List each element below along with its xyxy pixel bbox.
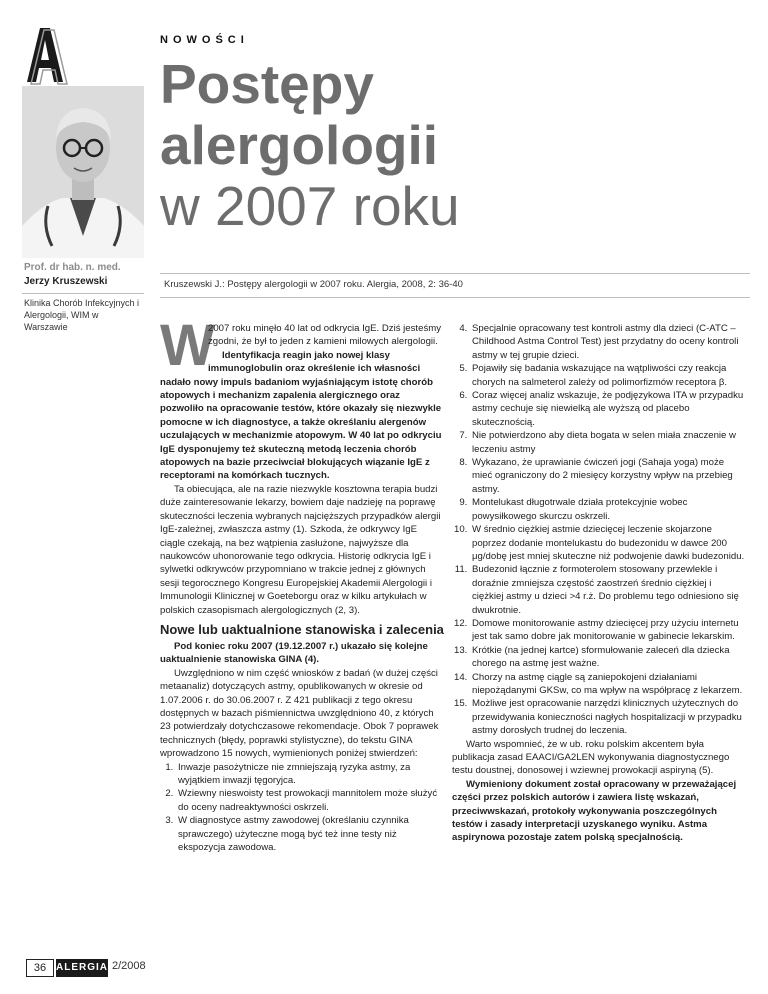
drop-cap: W <box>160 313 215 378</box>
author-name: Jerzy Kruszewski <box>24 276 108 287</box>
after-list-paragraph: Warto wspomnieć, że w ub. roku polskim akcentem była publikacja zasad EAACI/GA2LEN wykonywania diagnostycznego testu doustnej, donosowej i wziewnej prowokacji aspiryną (5). <box>452 738 730 777</box>
intro-first-paragraph: 2007 roku minęło 40 lat od odkrycia IgE. Dziś jesteśmy zgodni, że był to jeden z kamieni milowych alergologii. <box>208 323 442 348</box>
gina-list-left <box>160 761 444 855</box>
section-left-column <box>160 640 444 855</box>
journal-logo <box>22 22 68 88</box>
list-item: 3. W diagnostyce astmy zawodowej (określaniu czynnika sprawczego) użyteczne mogą być też inne testy niż ekspozycja zawodowa. <box>176 814 444 854</box>
list-item: 5. Pojawiły się badania wskazujące na wątpliwości czy reakcja chorych na salmeterol zależy od polimorfizmów receptora β. <box>470 362 745 389</box>
list-item: 8. Wykazano, że uprawianie ćwiczeń jogi (Sahaja yoga) może mieć ograniczony do 2 miesięcy korzystny wpływ na przebieg astmy. <box>470 456 745 496</box>
list-item: 4. Specjalnie opracowany test kontroli astmy dla dzieci (C-ATC – Childhood Astma Control Test) jest przydatny do oceny kontroli astmy w tej grupie dzieci. <box>470 322 745 362</box>
journal-name: ALERGIA <box>56 959 108 977</box>
section-lead-paragraph: Pod koniec roku 2007 (19.12.2007 r.) ukazało się kolejne uaktualnienie stanowiska GINA (4). <box>160 641 428 666</box>
closing-paragraph: Wymieniony dokument został opracowany w przeważającej części przez polskich autorów i zawiera listę wskazań, przeciwwskazań, protokoły wykonywania poszczególnych testów i zasady interpretacji uzyskanego wyniku. Astma aspirynowa pozostaje zatem polską specjalnością. <box>452 778 737 844</box>
section-heading: Nowe lub uaktualnione stanowiska i zalecenia <box>160 622 444 637</box>
list-item: 9. Montelukast długotrwale działa protekcyjnie wobec powysiłkowego skurczu oskrzeli. <box>470 496 745 523</box>
intro-lead-paragraph: Identyfikacja reagin jako nowej klasy immunoglobulin oraz określenie ich własności nadało nowy impuls badaniom wyjaśniającym istotę chorób atopowych i mechanizm zapalenia alergicznego oraz pozwoliło na opracowanie testów, które okazały się niezwykle pomocne w ich diagnostyce, a także określaniu alergenów uczulających w mechanizmie atopowym. W 40 lat po odkryciu IgE dysponujemy też skuteczną metodą leczenia chorób atopowych na bazie przeciwciał blokujących wiązanie IgE z receptorami na komórkach tucznych. <box>160 349 442 482</box>
list-item: 7. Nie potwierdzono aby dieta bogata w selen miała znaczenie w leczeniu astmy <box>470 429 745 456</box>
list-item: 2. Wziewny nieswoisty test prowokacji mannitolem może służyć do oceny nadreaktywności oskrzeli. <box>176 787 444 814</box>
list-item: 15. Możliwe jest opracowanie narzędzi klinicznych użytecznych do przewidywania konieczności nagłych hospitalizacji w przypadku astmy dorosłych trudnej do leczenia. <box>470 697 745 737</box>
title-line-2: alergologii <box>160 114 439 176</box>
divider <box>160 273 750 274</box>
list-item: 1. Inwazje pasożytnicze nie zmniejszają ryzyka astmy, za wyjątkiem inwazji tęgoryjca. <box>176 761 444 788</box>
list-item: 10. W średnio ciężkiej astmie dziecięcej leczenie skojarzone poprzez dodanie montelukastu do budezonidu w dawce 200 μg/dobę jest mniej skuteczne niż podwojenie dawki budezonidu. <box>470 523 745 563</box>
intro-body-paragraph: Ta obiecująca, ale na razie niezwykle kosztowna terapia budzi duże zainteresowanie lekarzy, bowiem daje nadzieję na poprawę skuteczności leczenia wybranych najcięższych przypadków alergii IgE-zależnej, zwłaszcza astmy (1). Szkoda, że odkrywcy IgE ciągle czekają, na bez wątpienia zasłużone, najwyższe dla naukowców uhonorowanie tego odkrycia. Historię odkrycia IgE i sylwetki odkrywców przypomniano w trakcie jednej z głównych sesji tegorocznego Kongresu Europejskiej Akademii Alergologii i Immunologii Klinicznej w Goeteborgu oraz w kilku artykułach w polskich czasopismach alergologicznych (2, 3). <box>160 483 441 616</box>
divider <box>22 293 144 294</box>
issue-number: 2/2008 <box>112 960 146 972</box>
author-affiliation: Klinika Chorób Infekcyjnych i Alergologii, WIM w Warszawie <box>24 298 140 332</box>
author-photo <box>22 86 144 258</box>
right-column <box>452 322 745 845</box>
gina-list-right <box>452 322 745 738</box>
article-title <box>160 54 580 237</box>
section-body-paragraph: Uwzględniono w nim część wniosków z badań (w dużej części metaanaliz) dotyczących astmy, opublikowanych w okresie od 1.07.2006 r. do 30.06.2007 r. Z 421 publikacji z tego okresu dostępnych w bazach piśmiennictwa uwzględniono 40, z których 23 potwierdzały dotychczasowe rekomendacje. Obok 7 poprawek technicznych (błędy, poprawki stylistyczne), do tekstu GINA wprowadzono 15 nowych, wymienionych poniżej stwierdzeń: <box>160 667 439 760</box>
citation: Kruszewski J.: Postępy alergologii w 2007 roku. Alergia, 2008, 2: 36-40 <box>164 279 463 290</box>
list-item: 6. Coraz więcej analiz wskazuje, że podjęzykowa ITA w przypadku astmy cechuje się niewielką ale wyższą od placebo skutecznością. <box>470 389 745 429</box>
list-item: 12. Domowe monitorowanie astmy dziecięcej przy użyciu internetu jest tak samo dobre jak monitorowanie w gabinecie lekarskim. <box>470 617 745 644</box>
author-title: Prof. dr hab. n. med. <box>24 262 121 273</box>
page-number: 36 <box>26 959 54 977</box>
list-item: 14. Chorzy na astmę ciągle są zaniepokojeni działaniami niepożądanymi GKSw, co ma wpływ na współpracę z lekarzem. <box>470 671 745 698</box>
list-item: 13. Krótkie (na jednej kartce) sformułowanie zaleceń dla dziecka chorego na astmę jest ważne. <box>470 644 745 671</box>
title-line-3: w 2007 roku <box>160 175 460 237</box>
list-item: 11. Budezonid łącznie z formoterolem stosowany przewlekle i doraźnie zmniejsza częstość zaostrzeń średnio ciężkiej i ciężkiej astmy u dzieci >4 r.ż. Do problemu tego odniesiono się dwukrotnie. <box>470 563 745 617</box>
intro-column <box>160 313 444 617</box>
divider <box>160 297 750 298</box>
title-line-1: Postępy <box>160 53 374 115</box>
section-label: NOWOŚCI <box>160 34 249 46</box>
